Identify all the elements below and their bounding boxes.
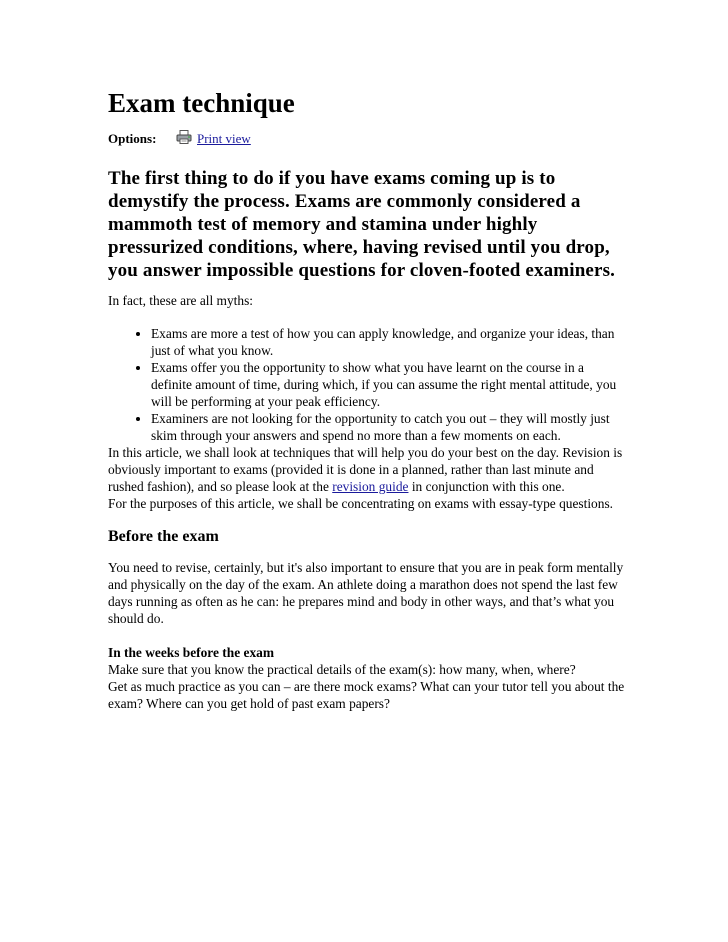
weeks-before-heading: In the weeks before the exam: [108, 645, 274, 660]
lead-paragraph: The first thing to do if you have exams coming up is to demystify the process. Exams are commonly considered a mammoth test of memory and stamina under highly pressurized conditions, where, having revised until you drop, you answer impossible questions for cloven-footed examiners.: [108, 168, 616, 281]
myths-list: [108, 325, 628, 444]
weeks-before-paragraph-2: Get as much practice as you can – are there mock exams? What can your tutor tell you about the exam? Where can you get hold of past exam papers?: [108, 679, 625, 711]
options-label: Options:: [108, 131, 157, 146]
page-title: Exam technique: [108, 88, 295, 118]
revision-guide-link[interactable]: revision guide: [332, 479, 409, 494]
weeks-before-paragraph-1: Make sure that you know the practical details of the exam(s): how many, when, where?: [108, 662, 576, 677]
article-text-before-link: In this article, we shall look at techniques that will help you do your best on the day. Revision is obviously important to exams (provided it is done in a planned, rather than last minute and rushed fashion), and so please look at the: [108, 445, 623, 494]
list-item: • Examiners are not looking for the opportunity to catch you out – they will mostly just skim through your answers and spend no more than a few moments on each.: [151, 410, 628, 444]
before-exam-paragraph: You need to revise, certainly, but it's also important to ensure that you are in peak form mentally and physically on the day of the exam. An athlete doing a marathon does not spend the last few days running as often as he can: he prepares mind and body in other ways, and that’s what you should do.: [108, 560, 624, 626]
purposes-paragraph: For the purposes of this article, we shall be concentrating on exams with essay-type questions.: [108, 496, 614, 511]
article-paragraph: [108, 444, 628, 495]
options-bar: [108, 131, 628, 147]
printer-icon[interactable]: [176, 130, 192, 144]
list-item: • Exams offer you the opportunity to show what you have learnt on the course in a definite amount of time, during which, if you can assume the right mental attitude, you will be performing at your peak efficiency.: [151, 359, 628, 410]
list-item: • Exams are more a test of how you can apply knowledge, and organize your ideas, than just of what you know.: [151, 325, 628, 359]
article-text-after-link: in conjunction with this one.: [408, 479, 565, 494]
intro-text: In fact, these are all myths:: [108, 293, 254, 308]
before-exam-heading: Before the exam: [108, 528, 219, 545]
print-view-link[interactable]: Print view: [197, 131, 251, 146]
